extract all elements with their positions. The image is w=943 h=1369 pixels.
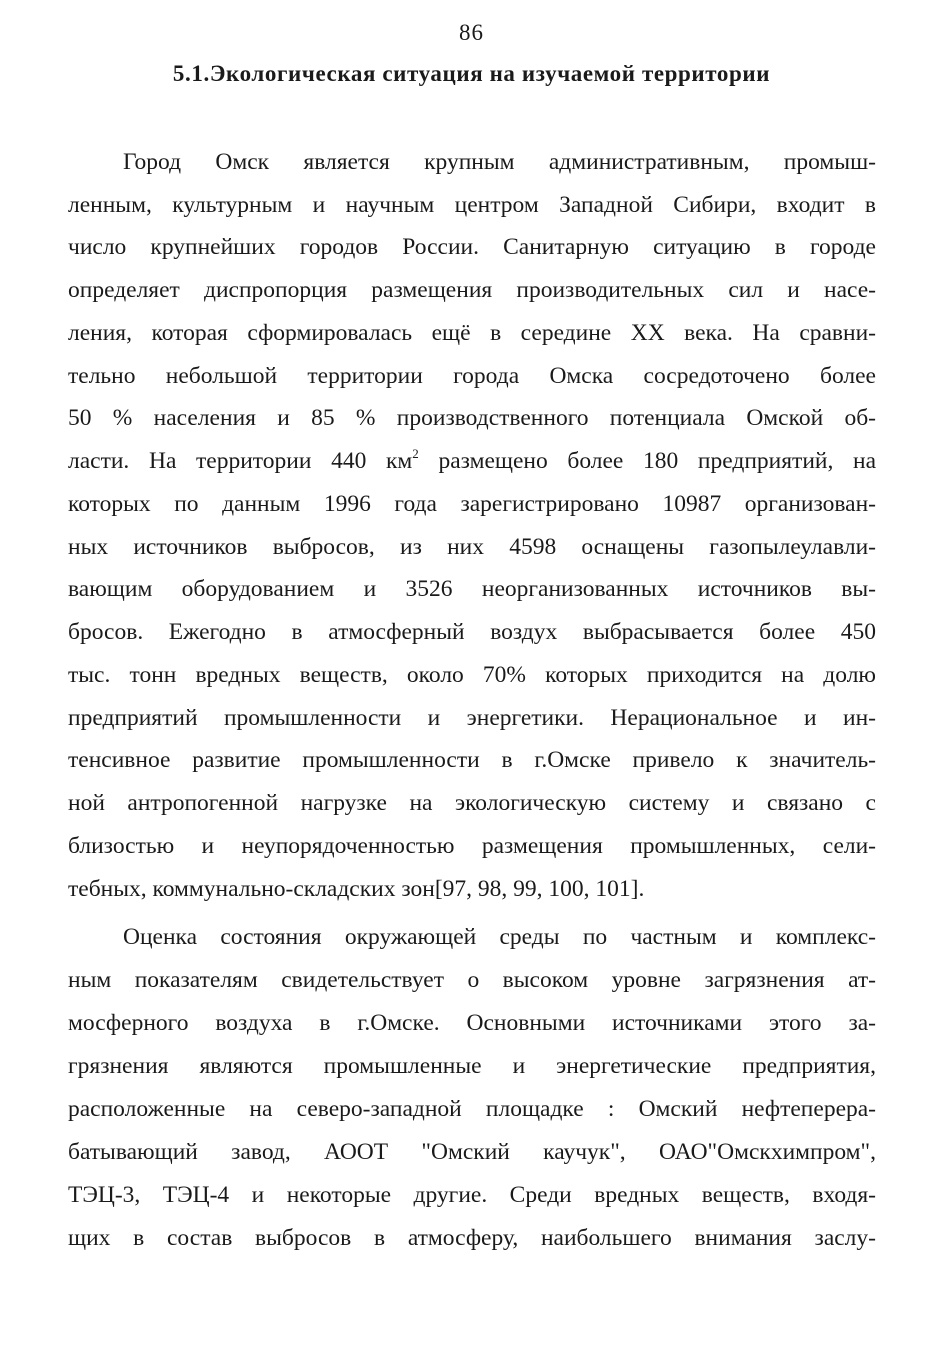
- text-line: вающим оборудованием и 3526 неорганизованных источников вы-: [68, 576, 876, 602]
- text-line: ления, которая сформировалась ещё в середине XX века. На сравни-: [68, 320, 876, 346]
- text-line: бросов. Ежегодно в атмосферный воздух выбрасывается более 450: [68, 619, 876, 645]
- text-line: определяет диспропорция размещения производительных сил и насе-: [68, 277, 876, 303]
- text-line: которых по данным 1996 года зарегистрировано 10987 организован-: [68, 491, 876, 517]
- text-fragment: размещено более 180 предприятий, на: [418, 448, 877, 474]
- text-line: тебных, коммунально-складских зон[97, 98, 99, 100, 101].: [68, 876, 645, 902]
- text-line: ным показателям свидетельствует о высоком уровне загрязнения ат-: [68, 967, 876, 993]
- text-line: мосферного воздуха в г.Омске. Основными источниками этого за-: [68, 1010, 876, 1036]
- text-line: Город Омск является крупным административным, промыш-: [123, 149, 876, 175]
- text-line: ленным, культурным и научным центром Западной Сибири, входит в: [68, 192, 876, 218]
- page-number: 86: [459, 20, 484, 45]
- text-line: ных источников выбросов, из них 4598 оснащены газопылеулавли-: [68, 534, 876, 560]
- text-line: щих в состав выбросов в атмосферу, наибольшего внимания заслу-: [68, 1225, 876, 1251]
- text-line: число крупнейших городов России. Санитарную ситуацию в городе: [68, 234, 876, 260]
- text-line: грязнения являются промышленные и энергетические предприятия,: [68, 1053, 876, 1079]
- superscript: 2: [412, 446, 419, 461]
- text-fragment: ласти. На территории 440 км: [68, 448, 413, 474]
- text-line: батывающий завод, АООТ "Омский каучук", ОАО"Омскхимпром",: [68, 1139, 876, 1165]
- text-line: расположенные на северо-западной площадке : Омский нефтеперера-: [68, 1096, 876, 1122]
- text-line: тыс. тонн вредных веществ, около 70% которых приходится на долю: [68, 662, 876, 688]
- text-line: ТЭЦ-3, ТЭЦ-4 и некоторые другие. Среди вредных веществ, входя-: [68, 1182, 876, 1208]
- text-line: 50 % населения и 85 % производственного потенциала Омской об-: [68, 405, 876, 431]
- text-line: близостью и неупорядоченностью размещения промышленных, сели-: [68, 833, 876, 859]
- text-line: ной антропогенной нагрузке на экологическую систему и связано с: [68, 790, 876, 816]
- text-line: тенсивное развитие промышленности в г.Омске привело к значитель-: [68, 747, 876, 773]
- text-line-with-superscript: [68, 447, 876, 475]
- text-line: тельно небольшой территории города Омска сосредоточено более: [68, 363, 876, 389]
- section-title: 5.1.Экологическая ситуация на изучаемой территории: [172, 61, 771, 86]
- text-line: Оценка состояния окружающей среды по частным и комплекс-: [123, 924, 876, 950]
- text-line: предприятий промышленности и энергетики. Нерациональное и ин-: [68, 705, 876, 731]
